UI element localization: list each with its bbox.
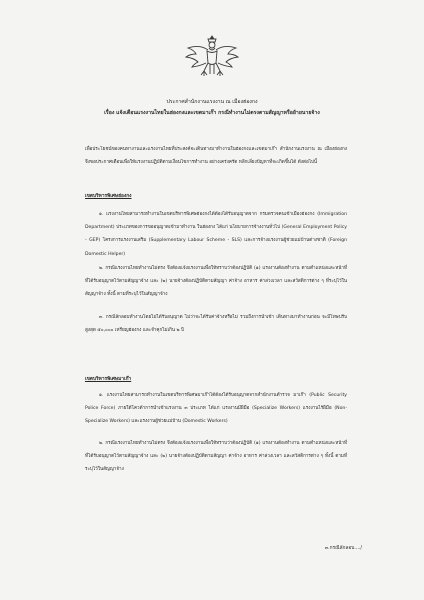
- intro-paragraph: เพื่อประโยชน์ของคนหางานและแรงงานไทยที่ประสงค์จะเดินทางมาทำงานในฮ่องกงและเขตมาเก๊า สำนักงานแรงงาน ณ เมืองฮ่องกง จึงขอประกาศเตือนเพื่อให้แรงงานปฏิบัติตามเงื่อนไขการทำงาน อย่างเคร่งครัด หลีกเลี่ยงปัญหาที่จะเกิดขึ้นได้ ดังต่อไปนี้: [85, 147, 347, 166]
- continuation-note: ๓.กรณีลักลอบ..../: [324, 546, 362, 551]
- title-line-2: เรื่อง แจ้งเตือนแรงงานไทยในฮ่องกงและเขตมาเก๊า กรณีทำงานไม่ตรงตามสัญญาหรือย้ายนายจ้าง: [104, 110, 320, 116]
- section-heading-macau: เขตบริหารพิเศษมาเก๊า: [85, 377, 132, 382]
- item-hk-3: ๓. กรณีลักลอบทำงานโดยไม่ได้รับอนุญาต ไม่ว่าจะได้รับค่าจ้างหรือไม่ รวมถึงการนำเข้า เดินทางมาทำงานก่อน จะมีโทษปรับสูงสุด ๕๐,๐๐๐ เหรียญฮ่องกง และจำคุกไม่เกิน ๒ ปี: [85, 315, 347, 334]
- item-hk-1: ๑. แรงงานไทยสามารถทำงานในเขตบริหารพิเศษฮ่องกงได้ต้องได้รับอนุญาตจาก กรมตรวจคนเข้าเมืองฮ่องกง (Immigration Department) ประเภทของการขออนุญาตเข้ามาทำงาน ในฮ่องกง ได้แก่ นโยบายการจ้างงานทั่วไป (General Employment Policy - GEP) โครงการแรงงานเสริม (Supplementary Labour Scheme - SLS) และการจ้างแรงงานผู้ช่วยแม่บ้านต่างชาติ (Foreign Domestic Helper): [85, 212, 347, 257]
- item-macau-1: ๑. แรงงานไทยสามารถทำงานในเขตบริหารพิเศษมาเก๊าได้ต้องได้รับอนุญาตจากสำนักงานตำรวจ มาเก๊า (Public Security Police Force) ภายใต้โควต้าการนำเข้าแรงงาน ๓ ประเภท ได้แก่ แรงงานมีฝีมือ (Specialize Workers) แรงงานไร้ฝีมือ (Non-Specialize Workers) และแรงงานผู้ช่วยแม่บ้าน (Domestic Workers): [85, 393, 347, 425]
- title-line-1: ประกาศสำนักงานแรงงาน ณ เมืองฮ่องกง: [166, 99, 258, 105]
- section-heading-hongkong: เขตบริหารพิเศษฮ่องกง: [85, 194, 132, 199]
- item-macau-2: ๒. กรณีแรงงานไทยทำงานไม่ตรง จึงต้องแจ้งแรงงานเพื่อให้ทราบว่าต้องปฏิบัติ (๑) แรงงานต้องทำงาน ตามตำแหน่งและหน้าที่ที่ได้รับอนุญาตไว้ตามสัญญาจ้าง และ (๒) นายจ้างต้องปฏิบัติตามสัญญา ค่าจ้าง อาหาร ค่าล่วงเวลา และสวัสดิการต่าง ๆ ทั้งนี้ ตามที่ระบุไว้ในสัญญาจ้าง: [85, 441, 347, 473]
- garuda-emblem-icon: [184, 30, 240, 82]
- item-hk-2: ๒. กรณีแรงงานไทยทำงานไม่ตรง จึงต้องแจ้งแรงงานเพื่อให้ทราบว่าต้องปฏิบัติ (๑) แรงงานต้องทำงาน ตามตำแหน่งและหน้าที่ที่ได้รับอนุญาตไว้ตามสัญญาจ้าง และ (๒) นายจ้างต้องปฏิบัติตามสัญญา ค่าจ้าง อาหาร ค่าล่วงเวลา และสวัสดิการต่าง ๆ ที่ระบุไว้ในสัญญาจ้าง ทั้งนี้ ตามที่ระบุไว้ในสัญญาจ้าง: [85, 266, 347, 298]
